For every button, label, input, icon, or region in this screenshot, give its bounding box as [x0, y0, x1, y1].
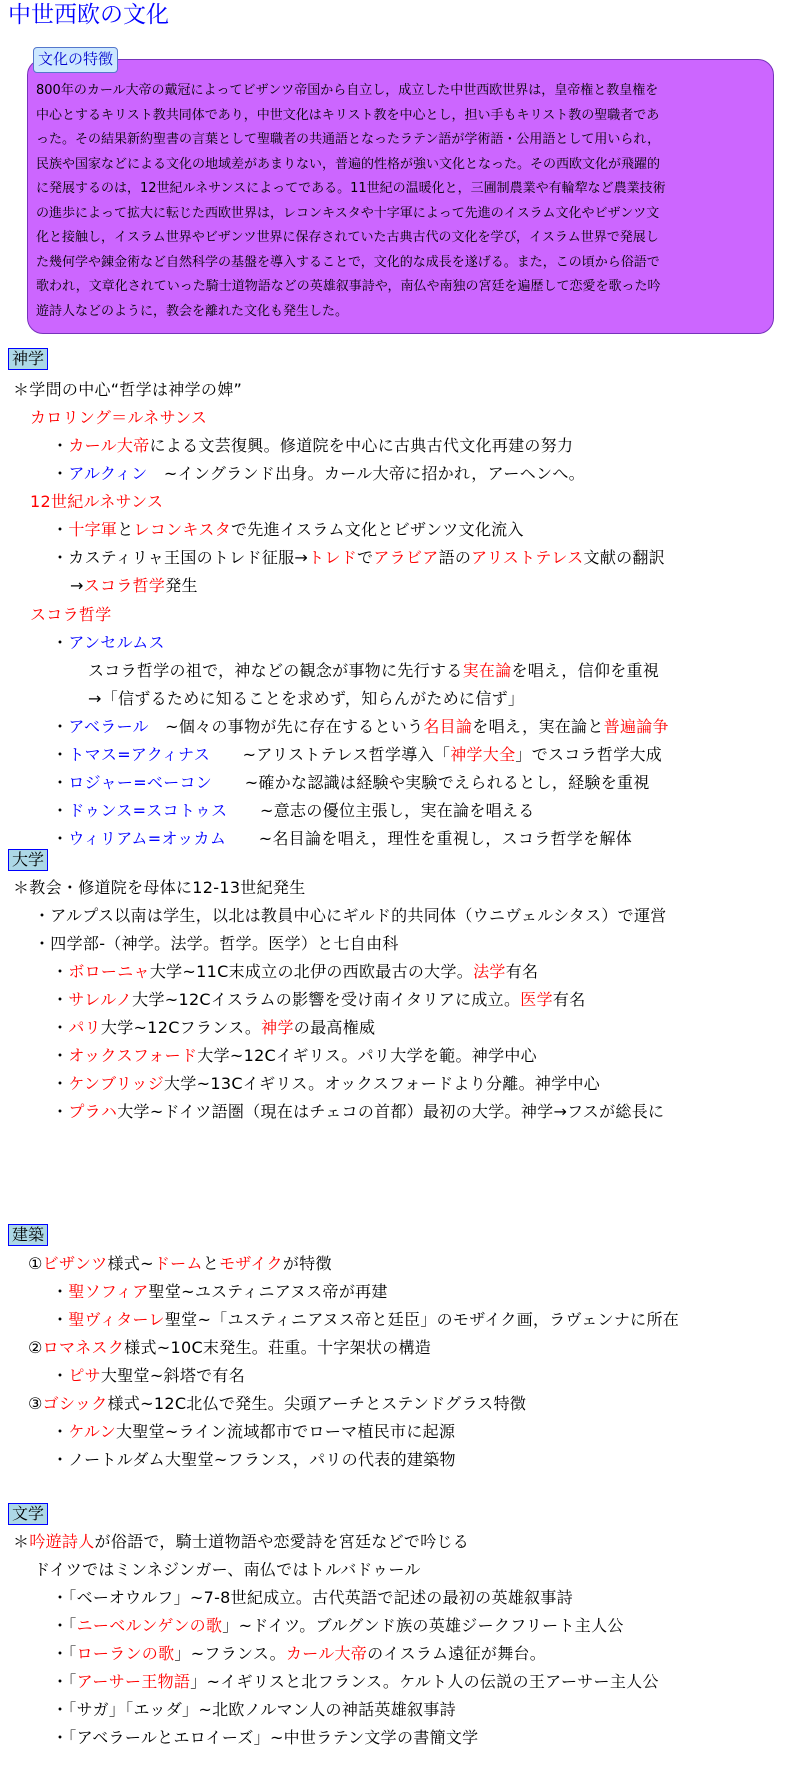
theology-line: [30, 407, 207, 429]
text-segment: ・: [52, 745, 69, 764]
text-segment: ・「: [52, 1644, 77, 1663]
highlight-term: ゴシック: [42, 1394, 108, 1413]
highlight-term: ケルン: [68, 1422, 117, 1441]
literature-line: [52, 1643, 546, 1665]
text-segment: 大聖堂~斜塔で有名: [100, 1366, 246, 1385]
text-segment: 」~ドイツ。ブルグンド族の英雄ジークフリート主人公: [222, 1616, 624, 1635]
section-heading-university: 大学: [8, 849, 48, 871]
architecture-line: [52, 1449, 456, 1471]
text-segment: ・「: [52, 1616, 77, 1635]
architecture-line: [52, 1365, 245, 1387]
text-segment: ・: [52, 1310, 69, 1329]
literature-line: [52, 1615, 624, 1637]
text-segment: と: [117, 520, 134, 539]
text-segment: 大聖堂~ライン流域都市でローマ植民市に起源: [116, 1422, 456, 1441]
text-segment: ~個々の事物が先に存在するという: [148, 717, 424, 736]
text-segment: 有名: [505, 962, 539, 981]
text-segment: 様式~10C末発生。荘重。十字架状の構造: [124, 1338, 432, 1357]
theology-line: [13, 379, 242, 401]
theology-line: [52, 716, 669, 738]
highlight-term: 神学大全: [450, 745, 516, 764]
intro-line: た幾何学や錬金術など自然科学の基盤を導入することで，文化的な成長を遂げる。また，この頃から俗語で: [36, 254, 660, 270]
text-segment: 大学~12Cイスラムの影響を受け南イタリアに成立。: [132, 990, 521, 1009]
highlight-term: カール大帝: [68, 436, 150, 455]
highlight-term: 神学: [261, 1018, 294, 1037]
text-segment: 聖堂~「ユスティニアヌス帝と廷臣」のモザイク画，ラヴェンナに所在: [164, 1310, 680, 1329]
text-segment: ~イングランド出身。カール大帝に招かれ，アーヘンへ。: [147, 464, 585, 483]
intro-line: に発展するのは，12世紀ルネサンスによってである。11世紀の温暖化と，三圃制農業や有輪犂など農業技術: [36, 181, 666, 196]
theology-line: [88, 660, 659, 682]
highlight-term: オックスフォード: [68, 1046, 198, 1065]
section-heading-literature: 文学: [8, 1503, 48, 1525]
highlight-term: 普遍論争: [603, 717, 669, 736]
person-name: ロジャー=ベーコン: [68, 773, 213, 792]
literature-line: [34, 1559, 421, 1581]
text-segment: を唱え，実在論と: [472, 717, 604, 736]
highlight-term: ピサ: [68, 1366, 101, 1385]
text-segment: が俗語で，騎士道物語や恋愛詩を宮廷などで吟じる: [94, 1532, 470, 1551]
theology-line: [52, 828, 632, 850]
text-segment: 文献の翻訳: [583, 548, 666, 567]
text-segment: ③: [28, 1394, 43, 1413]
intro-line: 民族や国家などによる文化の地域差があまりない，普遍的性格が強い文化となった。その西欧文化が飛躍的: [36, 156, 661, 172]
highlight-term: 吟遊詩人: [29, 1532, 95, 1551]
architecture-line: [28, 1337, 431, 1359]
text-segment: 様式~: [107, 1254, 154, 1273]
text-segment: で先進イスラム文化とビザンツ文化流入: [231, 520, 524, 539]
text-segment: ・: [52, 1102, 69, 1121]
theology-line: [52, 519, 524, 541]
text-segment: ・: [52, 1422, 69, 1441]
section-heading-theology: 神学: [8, 348, 48, 370]
highlight-term: カール大帝: [285, 1644, 368, 1663]
text-segment: のイスラム遠征が舞台。: [367, 1644, 547, 1663]
theology-line: [52, 772, 650, 794]
text-segment: ・: [52, 520, 69, 539]
person-name: トマス=アクィナス: [68, 745, 211, 764]
text-segment: 有名: [552, 990, 586, 1009]
text-segment: ・: [52, 990, 69, 1009]
university-line: [13, 877, 306, 899]
highlight-term: 十字軍: [68, 520, 118, 539]
theology-line: [52, 547, 665, 569]
university-line: [34, 905, 667, 927]
text-segment: による文芸復興。修道院を中心に古典古代文化再建の努力: [149, 436, 574, 455]
text-segment: と: [202, 1254, 220, 1273]
text-segment: ・: [52, 1046, 69, 1065]
text-segment: ~確かな認識は経験や実験でえられるとし，経験を重視: [212, 773, 650, 792]
highlight-term: 法学: [473, 962, 506, 981]
text-segment: 大学~13Cイギリス。オックスフォードより分離。神学中心: [164, 1074, 601, 1093]
text-segment: ・: [52, 1074, 69, 1093]
intro-line: 遊詩人などのように，教会を離れた文化も発生した。: [36, 303, 349, 319]
intro-line: 800年のカール大帝の戴冠によってビザンツ帝国から自立し，成立した中世西欧世界は，皇帝権と教皇権を: [36, 83, 659, 98]
highlight-term: モザイク: [219, 1254, 283, 1273]
text-segment: が特徴: [282, 1254, 332, 1273]
literature-line: [52, 1699, 456, 1721]
highlight-term: スコラ哲学: [30, 605, 112, 624]
university-line: [52, 1045, 537, 1067]
highlight-term: トレド: [308, 548, 358, 567]
text-segment: ・: [52, 773, 69, 792]
text-segment: ~アリストテレス哲学導入「: [210, 745, 451, 764]
theology-line: [30, 604, 112, 626]
theology-line: [52, 632, 165, 654]
university-line: [52, 1073, 600, 1095]
text-segment: ②: [28, 1338, 43, 1357]
literature-line: [52, 1587, 573, 1609]
highlight-term: ニーベルンゲンの歌: [76, 1616, 223, 1635]
highlight-term: 聖ソフィア: [68, 1282, 149, 1301]
text-segment: ・四学部-（神学。法学。哲学。医学）と七自由科: [34, 934, 399, 953]
highlight-term: 名目論: [423, 717, 473, 736]
highlight-term: 医学: [520, 990, 553, 1009]
highlight-term: アラビア: [373, 548, 439, 567]
highlight-term: 聖ヴィターレ: [68, 1310, 165, 1329]
highlight-term: スコラ哲学: [83, 576, 166, 595]
text-segment: 聖堂~ユスティニアヌス帝が再建: [148, 1282, 388, 1301]
text-segment: ~意志の優位主張し，実在論を唱える: [227, 801, 535, 820]
highlight-term: ドーム: [153, 1254, 203, 1273]
highlight-term: ローランの歌: [76, 1644, 175, 1663]
text-segment: 語の: [438, 548, 472, 567]
university-line: [52, 961, 538, 983]
text-segment: →: [70, 576, 84, 595]
text-segment: ~名目論を唱え，理性を重視し，スコラ哲学を解体: [226, 829, 633, 848]
university-line: [52, 1017, 375, 1039]
architecture-line: [52, 1309, 679, 1331]
text-segment: 」~フランス。: [174, 1644, 286, 1663]
text-segment: ドイツではミンネジンガー、南仏ではトルバドゥール: [34, 1560, 421, 1579]
text-segment: ・: [52, 1282, 69, 1301]
text-segment: スコラ哲学の祖で，神などの観念が事物に先行する: [88, 661, 463, 680]
text-segment: 大学~12Cフランス。: [100, 1018, 262, 1037]
text-segment: ①: [28, 1254, 43, 1273]
text-segment: を唱え，信仰を重視: [511, 661, 660, 680]
person-name: ドゥンス=スコトゥス: [68, 801, 228, 820]
text-segment: ・ノートルダム大聖堂~フランス，パリの代表的建築物: [52, 1450, 456, 1469]
theology-line: [52, 463, 585, 485]
text-segment: ・「アベラールとエロイーズ」~中世ラテン文学の書簡文学: [52, 1728, 479, 1747]
highlight-term: カロリング＝ルネサンス: [30, 408, 208, 427]
text-segment: 発生: [165, 576, 198, 595]
text-segment: ・: [52, 962, 69, 981]
university-line: [52, 1101, 664, 1123]
text-segment: ・: [52, 436, 69, 455]
intro-label: 文化の特徴: [33, 47, 118, 73]
person-name: アルクィン: [68, 464, 148, 483]
highlight-term: 実在論: [462, 661, 512, 680]
highlight-term: アーサー王物語: [76, 1672, 191, 1691]
highlight-term: パリ: [68, 1018, 101, 1037]
literature-line: [52, 1727, 478, 1749]
text-segment: ・: [52, 464, 69, 483]
text-segment: 」でスコラ哲学大成: [515, 745, 663, 764]
intro-line: 歌われ，文章化されていった騎士道物語などの英雄叙事詩や，南仏や南独の宮廷を遍歴して恋愛を歌った吟: [36, 279, 661, 294]
text-segment: →「信ずるために知ることを求めず，知らんがために信ず」: [88, 689, 525, 708]
text-segment: ＊: [13, 1532, 30, 1551]
intro-line: 中心とするキリスト教共同体であり，中世文化はキリスト教を中心とし，担い手もキリスト教の聖職者であ: [36, 107, 660, 123]
theology-line: [52, 744, 662, 766]
section-heading-architecture: 建築: [8, 1224, 48, 1246]
university-line: [34, 933, 399, 955]
text-segment: ・: [52, 1018, 69, 1037]
text-segment: ・: [52, 801, 69, 820]
text-segment: ＊教会・修道院を母体に12-13世紀発生: [13, 878, 306, 897]
text-segment: 様式~12C北仏で発生。尖頭アーチとステンドグラス特徴: [107, 1394, 527, 1413]
theology-line: [70, 575, 198, 597]
highlight-term: サレルノ: [68, 990, 133, 1009]
text-segment: ・: [52, 633, 69, 652]
architecture-line: [28, 1393, 526, 1415]
highlight-term: ロマネスク: [42, 1338, 125, 1357]
text-segment: ＊学問の中心“哲学は神学の婢”: [13, 380, 243, 399]
text-segment: 大学~12Cイギリス。パリ大学を範。神学中心: [197, 1046, 537, 1065]
architecture-line: [52, 1421, 455, 1443]
text-segment: ・: [52, 829, 69, 848]
highlight-term: ビザンツ: [42, 1254, 108, 1273]
text-segment: ・カスティリャ王国のトレド征服→: [52, 548, 309, 567]
text-segment: の最高権威: [293, 1018, 376, 1037]
theology-line: [52, 435, 573, 457]
intro-line: の進歩によって拡大に転じた西欧世界は，レコンキスタや十字軍によって先進のイスラム文化やビザンツ文: [36, 205, 660, 221]
text-segment: ・アルプス以南は学生，以北は教員中心にギルド的共同体（ウニヴェルシタス）で運営: [34, 906, 667, 925]
literature-line: [52, 1671, 659, 1693]
highlight-term: ケンブリッジ: [68, 1074, 165, 1093]
highlight-term: プラハ: [68, 1102, 118, 1121]
university-line: [52, 989, 586, 1011]
text-segment: 大学~11C末成立の北伊の西欧最古の大学。: [149, 962, 474, 981]
text-segment: で: [357, 548, 374, 567]
theology-line: [88, 688, 524, 710]
text-segment: 大学~ドイツ語圏（現在はチェコの首都）最初の大学。神学→フスが総長に: [117, 1102, 665, 1121]
text-segment: ・「サガ」「エッダ」~北欧ノルマン人の神話英雄叙事詩: [52, 1700, 456, 1719]
theology-line: [52, 800, 535, 822]
intro-line: 化と接触し，イスラム世界やビザンツ世界に保存されていた古典古代の文化を学び，イスラム世界で発展し: [36, 230, 659, 245]
architecture-line: [28, 1253, 332, 1275]
text-segment: ・「ベーオウルフ」~7-8世紀成立。古代英語で記述の最初の英雄叙事詩: [52, 1588, 573, 1607]
intro-line: った。その結果新約聖書の言葉として聖職者の共通語となったラテン語が学術語・公用語として用いられ，: [36, 132, 661, 147]
person-name: アンセルムス: [68, 633, 165, 652]
page-title: 中世西欧の文化: [8, 2, 169, 28]
text-segment: ・「: [52, 1672, 77, 1691]
highlight-term: アリストテレス: [471, 548, 584, 567]
highlight-term: 12世紀ルネサンス: [30, 492, 164, 511]
highlight-term: ボローニャ: [68, 962, 150, 981]
highlight-term: レコンキスタ: [133, 520, 232, 539]
text-segment: 」~イギリスと北フランス。ケルト人の伝説の王アーサー主人公: [190, 1672, 659, 1691]
person-name: ウィリアム=オッカム: [68, 829, 227, 848]
theology-line: [30, 491, 163, 513]
person-name: アベラール: [68, 717, 149, 736]
architecture-line: [52, 1281, 388, 1303]
text-segment: ・: [52, 1366, 69, 1385]
literature-line: [13, 1531, 469, 1553]
intro-text: [36, 79, 766, 324]
text-segment: ・: [52, 717, 69, 736]
